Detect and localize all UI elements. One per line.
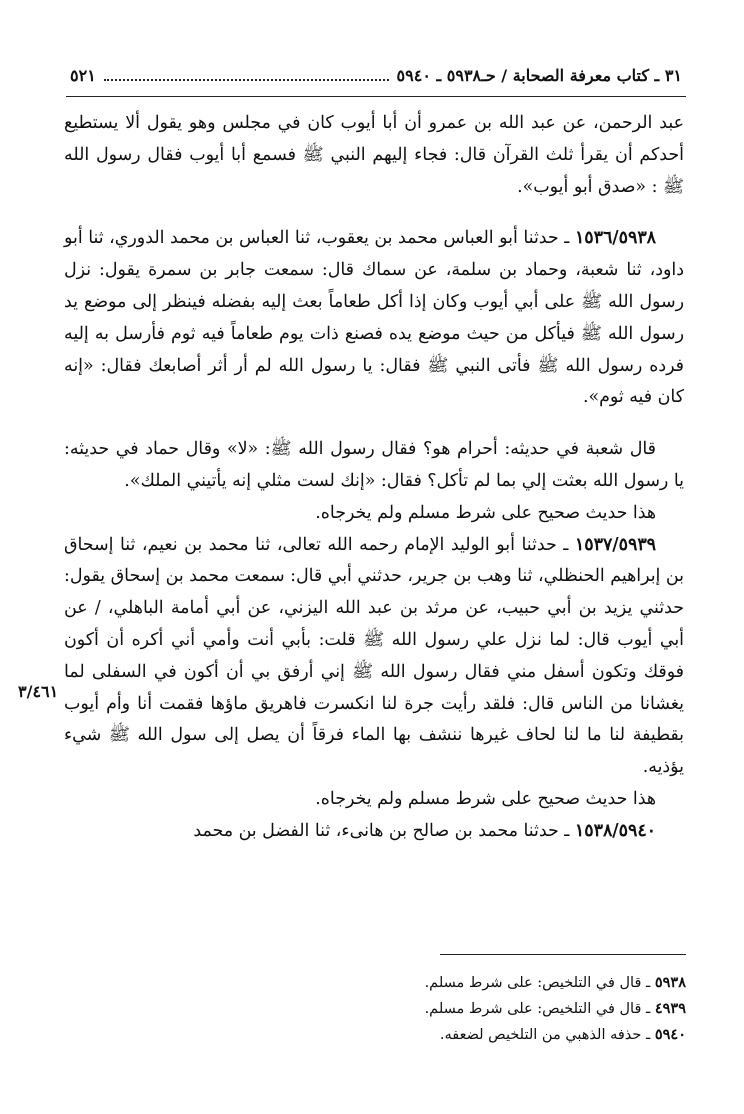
hadith-number: ١٥٣٨/٥٩٤٠ bbox=[574, 820, 656, 841]
running-title: ٣١ ـ كتاب معرفة الصحابة / حـ٥٩٣٨ ـ ٥٩٤٠ bbox=[396, 66, 682, 85]
paragraph-continuation bbox=[64, 108, 684, 203]
hadith-text: عن أبي أيوب قال: لما نزل علي رسول الله ﷺ قلت: بأبي أنت وأمي أني أكره أن أكون فوقك وتكون أسفل مني فقال رسول الله ﷺ إني أرفق بي أن أكون في السفلى لما يغشانا من الناس قال: فلقد رأيت جرة لنا انكسرت فاهريق ماؤها فقمت أنا وأم أيوب بقطيفة لنا ما لنا لحاف غيرها ننشف بها الماء فرقاً أن يصل إلى سول الله ﷺ شيء يؤذيه. bbox=[64, 598, 684, 778]
footnote-number: ٥٩٣٨ bbox=[654, 974, 686, 991]
page-number: ٥٢١ bbox=[70, 66, 96, 85]
footnote-text: ـ حذفه الذهبي من التلخيص لضعفه. bbox=[439, 1027, 651, 1043]
paragraph-gap bbox=[64, 414, 684, 434]
footnote-text: ـ قال في التلخيص: على شرط مسلم. bbox=[424, 975, 651, 991]
hadith-5939 bbox=[64, 530, 684, 784]
paragraph-shuba: قال شعبة في حديثه: أحرام هو؟ فقال رسول الله ﷺ: «لا» وقال حماد في حديثه: يا رسول الله بعثت إلي بما لم تأكل؟ فقال: «إنك لست مثلي إنه يأتيني الملك». bbox=[64, 439, 684, 491]
header-rule bbox=[66, 96, 686, 97]
paragraph-gap bbox=[64, 203, 684, 223]
footnote-rule bbox=[440, 954, 686, 955]
hadith-text: ـ حدثنا أبو العباس محمد بن يعقوب، ثنا العباس بن محمد الدوري، ثنا أبو داود، ثنا شعبة، وحماد بن سلمة، عن سماك قال: سمعت جابر بن سمرة يقول: نزل رسول الله ﷺ على أبي أيوب وكان إذا أكل طعاماً بعث إليه بفضله فينظر إلى موضع يد رسول الله ﷺ فيأكل من حيث موضع يده فصنع ذات يوم طعاماً فيه ثوم فأرسل به إليه فرده رسول الله ﷺ فأتى النبي ﷺ فقال: يا رسول الله لم أر أثر أصابعك فقال: «إنه كان فيه ثوم». bbox=[64, 228, 684, 408]
manuscript-margin-marker: ٣/٤٦١ bbox=[18, 682, 59, 701]
main-text bbox=[64, 108, 684, 848]
text-line: أحدكم أن يقرأ ثلث القرآن قال: فجاء إليهم النبي ﷺ فسمع أبا أيوب فقال رسول الله ﷺ : bbox=[64, 144, 684, 197]
leader-dots bbox=[104, 69, 389, 81]
text-line: «صدق أبو أيوب». bbox=[517, 176, 647, 197]
hadith-text: ـ حدثنا محمد بن صالح بن هانىء، ثنا الفضل بن محمد bbox=[193, 820, 570, 841]
hadith-number: ١٥٣٧/٥٩٣٩ bbox=[574, 534, 656, 555]
hadith-5940 bbox=[64, 816, 684, 848]
page-header bbox=[70, 66, 682, 92]
hadith-5938 bbox=[64, 223, 684, 414]
hadith-number: ١٥٣٦/٥٩٣٨ bbox=[574, 228, 657, 249]
hadith-text: ـ حدثنا أبو الوليد الإمام رحمه الله تعالى، ثنا محمد بن نعيم، ثنا إسحاق بن إبراهيم الحنظلي، ثنا وهب بن جرير، حدثني أبي قال: سمعت محمد بن إسحاق يقول: حدثني يزيد بن أبي حبيب، عن مرثد بن عبد الله اليزني، عن أبي أمامة الباهلي، / bbox=[64, 534, 684, 619]
verdict: هذا حديث صحيح على شرط مسلم ولم يخرجاه. bbox=[315, 502, 656, 523]
footnote-text: ـ قال في التلخيص: على شرط مسلم. bbox=[424, 1001, 651, 1017]
footnote bbox=[300, 970, 686, 996]
footnote bbox=[300, 996, 686, 1022]
footnote-number: ٥٩٤٠ bbox=[654, 1026, 686, 1043]
footnotes bbox=[300, 970, 686, 1048]
verdict: هذا حديث صحيح على شرط مسلم ولم يخرجاه. bbox=[315, 788, 656, 809]
text-line: عبد الرحمن، عن عبد الله بن عمرو أن أبا أيوب كان في مجلس وهو يقول ألا يستطيع bbox=[64, 113, 684, 133]
footnote bbox=[300, 1022, 686, 1048]
footnote-number: ٤٩٣٩ bbox=[654, 1000, 686, 1017]
